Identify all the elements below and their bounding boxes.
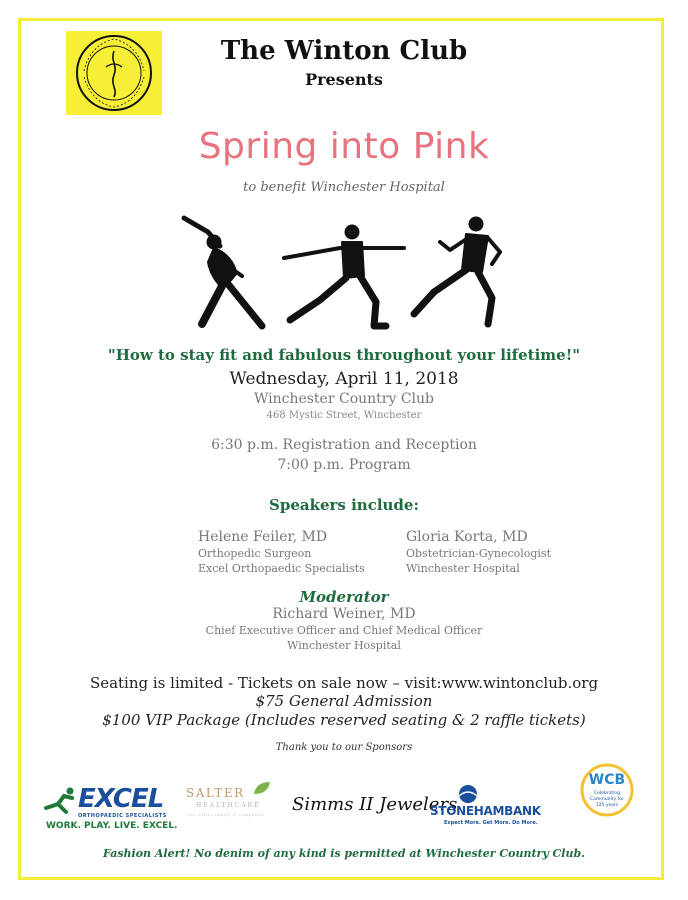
moderator-name: Richard Weiner, MD — [272, 606, 416, 622]
moderator-org: Winchester Hospital — [287, 639, 401, 652]
wcb-caption: Community for — [590, 797, 624, 802]
vip-package-price: $100 VIP Package (Includes reserved seating & 2 raffle tickets) — [102, 711, 586, 729]
event-venue: Winchester Country Club — [253, 391, 435, 407]
stretching-figure-icon — [184, 218, 262, 326]
speaker-name: Helene Feiler, MD — [198, 529, 328, 545]
event-tagline: "How to stay fit and fabulous throughout your lifetime!" — [107, 346, 581, 364]
simms-jewelers-logo: Simms II Jewelers — [292, 794, 458, 815]
benefit-line: to benefit Winchester Hospital — [243, 180, 445, 195]
salter-sponsor-logo — [186, 782, 286, 818]
wcb-letters: WCB — [588, 772, 626, 788]
speaker-card — [406, 528, 551, 576]
wcb-caption: Celebrating — [593, 791, 621, 796]
event-title: Spring into Pink — [198, 126, 490, 167]
schedule-program: 7:00 p.m. Program — [277, 457, 411, 473]
speaker-org: Winchester Hospital — [406, 562, 520, 575]
wcb-caption: 125 years — [595, 803, 619, 808]
stoneham-bank-logo — [430, 784, 562, 830]
speakers-heading: Speakers include: — [269, 496, 419, 514]
speaker-org: Excel Orthopaedic Specialists — [198, 562, 365, 575]
lunging-figure-icon — [284, 225, 404, 326]
speaker-card — [198, 528, 365, 576]
salter-subtitle: HEALTHCARE — [196, 802, 261, 809]
speaker-title: Orthopedic Surgeon — [198, 547, 312, 560]
seating-info: Seating is limited - Tickets on sale now – visit:www.wintonclub.org — [89, 674, 599, 692]
fashion-alert: Fashion Alert! No denim of any kind is permitted at Winchester Country Club. — [102, 847, 586, 860]
sponsors-thanks: Thank you to our Sponsors — [275, 742, 413, 753]
general-admission-price: $75 General Admission — [255, 692, 433, 710]
stoneham-wordmark: STONEHAMBANK — [430, 804, 541, 818]
stoneham-tagline: Expect More. Get More. Do More. — [444, 820, 538, 826]
club-name: The Winton Club — [220, 36, 468, 66]
moderator-heading: Moderator — [299, 588, 389, 606]
leaf-icon — [252, 780, 272, 796]
excel-motto: WORK. PLAY. LIVE. EXCEL. — [46, 821, 178, 831]
schedule-registration: 6:30 p.m. Registration and Reception — [211, 437, 477, 453]
excel-sponsor-logo — [44, 784, 178, 834]
excel-subtitle: ORTHOPAEDIC SPECIALISTS — [78, 813, 167, 819]
speaker-name: Gloria Korta, MD — [406, 529, 528, 545]
salter-line: the Salter family of companies — [188, 812, 265, 817]
event-address: 468 Mystic Street, Winchester — [266, 410, 422, 421]
bank-emblem-icon — [448, 784, 488, 804]
runner-swoosh-icon — [44, 786, 78, 816]
fitness-figures — [170, 212, 520, 334]
running-figure-icon — [414, 217, 500, 324]
moderator-title: Chief Executive Officer and Chief Medical Officer — [205, 624, 483, 637]
wcb-sponsor-logo — [580, 760, 634, 824]
speaker-title: Obstetrician-Gynecologist — [406, 547, 552, 560]
wcb-badge-icon — [580, 760, 634, 824]
event-date: Wednesday, April 11, 2018 — [229, 369, 459, 389]
salter-wordmark: SALTER — [186, 786, 245, 800]
excel-wordmark: EXCEL — [78, 784, 164, 814]
presents-label: Presents — [305, 70, 383, 89]
